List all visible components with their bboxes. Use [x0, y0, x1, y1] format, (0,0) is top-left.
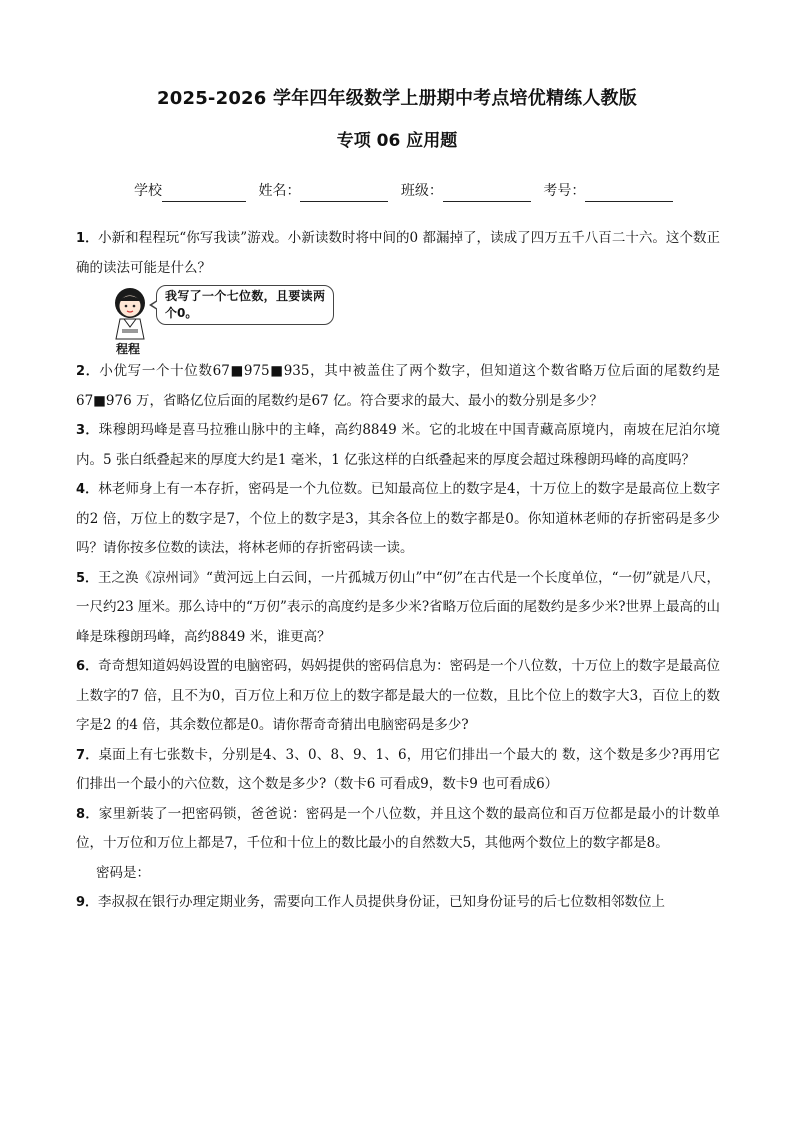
- speech-bubble: 我写了一个七位数，且要读两个0。: [156, 285, 334, 325]
- question-text: 桌面上有七张数卡，分别是4、3、0、8、9、1、6，用它们排出一个最大的 数，这个数是多少?再用它们排出一个最小的六位数，这个数是多少?（数卡6 可看成9，数卡9 也可看成6）: [76, 746, 721, 792]
- question-item: [76, 224, 720, 283]
- question-text: 珠穆朗玛峰是喜马拉雅山脉中的主峰，高约8849 米。它的北坡在中国青藏高原境内，南坡在尼泊尔境内。5 张白纸叠起来的厚度大约是1 毫米，1 亿张这样的白纸叠起来的厚度会超过珠穆朗玛峰的高度吗？: [76, 422, 720, 468]
- name-label: 姓名：: [258, 183, 301, 199]
- question-number: 1．: [76, 231, 99, 246]
- girl-cartoon-icon: [106, 285, 154, 341]
- question-number: 2．: [76, 364, 100, 379]
- question-text: 王之涣《凉州词》“黄河远上白云间，一片孤城万仞山”中“仞”在古代是一个长度单位，“一仞”就是八尺，一尺约23 厘米。那么诗中的“万仞”表示的高度约是多少米?省略万位后面的尾数约是多少米?世界上最高的山峰是珠穆朗玛峰，高约8849 米，谁更高？: [76, 569, 720, 645]
- question-text: 小新和程程玩“你写我读”游戏。小新读数时将中间的0 都漏掉了，读成了四万五千八百二十六。这个数正确的读法可能是什么？: [76, 230, 721, 276]
- question-item: [76, 416, 720, 475]
- question-number: 5．: [76, 570, 99, 586]
- illustration: [76, 283, 720, 357]
- question-item: [76, 652, 720, 741]
- question-list: [76, 224, 720, 918]
- question-text: 李叔叔在银行办理定期业务，需要向工作人员提供身份证，已知身份证号的后七位数相邻数位上: [98, 894, 666, 910]
- exam-number-label: 考号：: [543, 183, 586, 199]
- page-title: 2025-2026 学年四年级数学上册期中考点培优精练人教版: [157, 88, 637, 109]
- page-subtitle: 专项 06 应用题: [336, 131, 458, 151]
- question-item: [76, 357, 720, 416]
- school-label: 学校: [134, 183, 162, 199]
- question-text: 林老师身上有一本存折，密码是一个九位数。已知最高位上的数字是4，十万位上的数字是最高位上数字的2 倍，万位上的数字是7，个位上的数字是3，其余各位上的数字都是0。你知道林老师的存折密码是多少吗？请你按多位数的读法，将林老师的存折密码读一读。: [76, 481, 720, 556]
- question-number: 9．: [76, 895, 99, 910]
- student-info-row: [134, 180, 681, 202]
- question-number: 3．: [76, 423, 99, 438]
- question-item: [76, 741, 720, 800]
- school-blank[interactable]: [162, 185, 246, 202]
- question-number: 4．: [76, 482, 99, 497]
- name-blank[interactable]: [300, 185, 388, 202]
- class-label: 班级：: [400, 183, 443, 199]
- answer-line: [76, 859, 720, 889]
- question-item: [76, 475, 720, 564]
- exam-number-blank[interactable]: [585, 185, 673, 202]
- question-text: 奇奇想知道妈妈设置的电脑密码，妈妈提供的密码信息为：密码是一个八位数，十万位上的数字是最高位上数字的7 倍，且不为0，百万位上和万位上的数字都是最大的一位数，且比个位上的数字大3，百位上的数字是2 的4 倍，其余数位都是0。请你帮奇奇猜出电脑密码是多少?: [76, 658, 721, 733]
- question-text: 家里新装了一把密码锁，爸爸说：密码是一个八位数，并且这个数的最高位和百万位都是最小的计数单位，十万位和万位上都是7，千位和十位上的数比最小的自然数大5，其他两个数位上的数字都是8。: [76, 805, 721, 851]
- question-item: [76, 888, 720, 918]
- answer-label: 密码是：: [96, 864, 150, 881]
- question-item: [76, 564, 720, 653]
- question-text: 小优写一个十位数67■975■935，其中被盖住了两个数字，但知道这个数省略万位后面的尾数约是67■976 万，省略亿位后面的尾数约是67 亿。符合要求的最大、最小的数分别是多少？: [76, 363, 720, 409]
- speaker-name: 程程: [116, 342, 141, 356]
- question-item: [76, 800, 720, 859]
- class-blank[interactable]: [443, 185, 531, 202]
- question-number: 6．: [76, 659, 99, 674]
- question-number: 7．: [76, 747, 99, 763]
- question-number: 8．: [76, 806, 99, 822]
